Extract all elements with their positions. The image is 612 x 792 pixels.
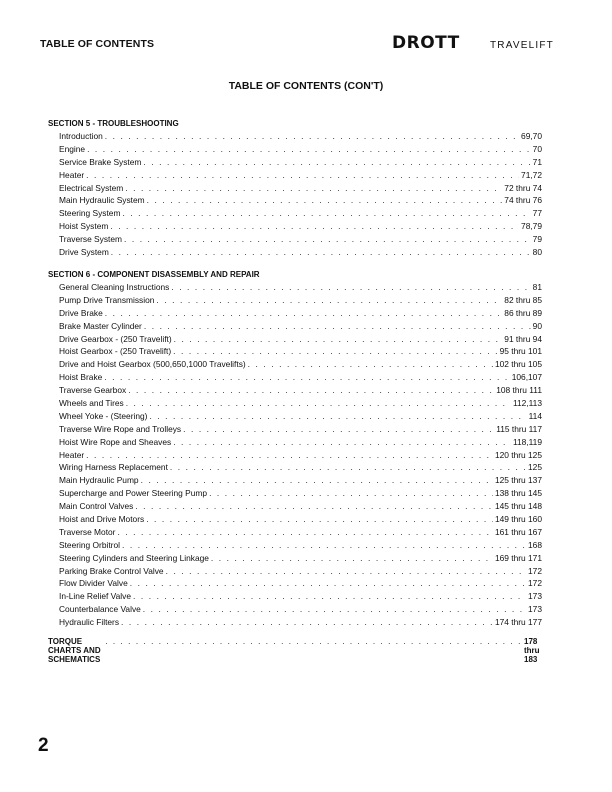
dot-leader	[104, 371, 509, 384]
dot-leader	[105, 637, 522, 646]
entry-pages: 172	[528, 578, 542, 589]
page-number: 2	[38, 735, 49, 756]
entry-pages: 70	[532, 143, 542, 154]
toc-entry	[59, 143, 542, 156]
entry-pages: 71	[532, 156, 542, 167]
entry-title: Supercharge and Power Steering Pump	[59, 488, 208, 499]
dot-leader	[146, 513, 493, 526]
header-section-title: TABLE OF CONTENTS	[40, 38, 155, 50]
toc-entry	[59, 169, 542, 182]
toc-entry	[59, 233, 542, 246]
toc-entry	[59, 410, 542, 423]
entry-pages: 80	[532, 247, 542, 258]
toc-entry	[59, 358, 542, 371]
toc-entry	[59, 371, 542, 384]
toc-entry	[59, 182, 542, 195]
entry-title: Pump Drive Transmission	[59, 294, 155, 305]
entry-title: Steering System	[59, 208, 121, 219]
entry-title: Traverse System	[59, 234, 122, 245]
entry-title: Drive Gearbox - (250 Travelift)	[59, 333, 172, 344]
dot-leader	[149, 410, 526, 423]
entry-title: Hoist Gearbox - (250 Travelift)	[59, 346, 172, 357]
entry-pages: 95 thru 101	[499, 346, 542, 357]
dot-leader	[183, 423, 494, 436]
toc-entry	[59, 513, 542, 526]
entry-title: Brake Master Cylinder	[59, 320, 142, 331]
entry-title: Counterbalance Valve	[59, 604, 141, 615]
entry-title: TORQUE CHARTS AND SCHEMATICS	[48, 637, 101, 664]
dot-leader	[124, 233, 531, 246]
entry-title: Introduction	[59, 131, 103, 141]
entry-title: Wheels and Tires	[59, 398, 124, 409]
entry-pages: 149 thru 160	[494, 514, 542, 525]
toc-entry	[59, 474, 542, 487]
dot-leader	[130, 577, 526, 590]
entry-title: Traverse Gearbox	[59, 385, 127, 396]
toc-entry	[59, 449, 542, 462]
dot-leader	[135, 500, 493, 513]
entry-pages: 74 thru 76	[504, 195, 542, 206]
entry-pages: 81	[532, 282, 542, 292]
dot-leader	[209, 487, 493, 500]
entry-pages: 108 thru 111	[496, 385, 542, 396]
dot-leader	[105, 307, 503, 320]
section-6-entries	[48, 281, 542, 629]
dot-leader	[174, 333, 503, 346]
dot-leader	[86, 169, 519, 182]
toc-entry	[59, 565, 542, 578]
toc-entry	[59, 156, 542, 169]
toc-entry	[59, 461, 542, 474]
entry-pages: 120 thru 125	[494, 449, 542, 460]
entry-title: General Cleaning Instructions	[59, 282, 170, 292]
toc-entry	[59, 307, 542, 320]
toc-entry	[59, 194, 542, 207]
toc-entry	[59, 577, 542, 590]
dot-leader	[171, 281, 530, 294]
entry-title: Heater	[59, 449, 85, 460]
toc-entry	[59, 246, 542, 259]
dot-leader	[143, 603, 526, 616]
toc-entry	[59, 552, 542, 565]
entry-pages: 172	[528, 565, 542, 576]
dot-leader	[111, 246, 531, 259]
toc-entry	[59, 320, 542, 333]
toc-entry	[59, 616, 542, 629]
dot-leader	[141, 474, 493, 487]
entry-pages: 77	[532, 208, 542, 219]
toc-entry	[59, 487, 542, 500]
toc-entry	[59, 220, 542, 233]
entry-title: Engine	[59, 143, 86, 154]
entry-pages: 173	[528, 604, 542, 615]
entry-title: Wheel Yoke - (Steering)	[59, 410, 148, 421]
dot-leader	[105, 130, 519, 143]
dot-leader	[122, 207, 530, 220]
toc-entry	[59, 603, 542, 616]
dot-leader	[125, 182, 502, 195]
dot-leader	[248, 358, 493, 371]
dot-leader	[110, 220, 519, 233]
entry-pages: 174 thru 177	[494, 617, 542, 628]
entry-title: In-Line Relief Valve	[59, 591, 132, 602]
entry-pages: 115 thru 117	[496, 423, 542, 434]
toc-entry	[59, 207, 542, 220]
entry-pages: 161 thru 167	[494, 526, 542, 537]
entry-title: Drive System	[59, 247, 109, 258]
entry-pages: 114	[528, 410, 542, 421]
entry-pages: 125	[528, 462, 542, 473]
entry-pages: 178 thru 183	[524, 637, 540, 664]
entry-pages: 145 thru 148	[494, 501, 542, 512]
entry-title: Main Hydraulic Pump	[59, 475, 139, 486]
entry-pages: 173	[528, 591, 542, 602]
toc-entry	[59, 397, 542, 410]
dot-leader	[122, 539, 526, 552]
entry-pages: 90	[532, 320, 542, 331]
dot-leader	[166, 565, 526, 578]
dot-leader	[173, 436, 511, 449]
entry-title: Hydraulic Filters	[59, 617, 120, 628]
entry-title: Hoist and Drive Motors	[59, 514, 145, 525]
section-heading: SECTION 6 - COMPONENT DISASSEMBLY AND REPAIR	[48, 270, 260, 279]
brand-logo: DROTT	[392, 33, 460, 53]
toc-entry	[59, 294, 542, 307]
entry-title: Heater	[59, 169, 85, 180]
toc-entry	[59, 384, 542, 397]
brand-subtitle: TRAVELIFT	[490, 40, 554, 51]
entry-title: Steering Cylinders and Steering Linkage	[59, 552, 209, 563]
entry-pages: 72 thru 74	[504, 182, 542, 193]
section-5-entries	[48, 130, 542, 259]
toc-entry	[59, 333, 542, 346]
entry-title: Electrical System	[59, 182, 124, 193]
entry-title: Hoist Wire Rope and Sheaves	[59, 436, 172, 447]
dot-leader	[117, 526, 492, 539]
toc-entry	[59, 281, 542, 294]
section-6	[48, 269, 542, 629]
entry-title: Drive Brake	[59, 307, 103, 318]
entry-pages: 69,70	[521, 131, 542, 141]
torque-charts-entry	[48, 637, 542, 664]
entry-title: Parking Brake Control Valve	[59, 565, 164, 576]
entry-title: Traverse Wire Rope and Trolleys	[59, 423, 182, 434]
dot-leader	[121, 616, 493, 629]
dot-leader	[128, 384, 494, 397]
entry-pages: 168	[528, 539, 542, 550]
toc-entry	[59, 539, 542, 552]
dot-leader	[87, 143, 531, 156]
toc-entry	[59, 130, 542, 143]
page-title: TABLE OF CONTENTS (CON'T)	[228, 80, 384, 92]
dot-leader	[211, 552, 493, 565]
entry-title: Main Control Valves	[59, 501, 134, 512]
dot-leader	[126, 397, 511, 410]
entry-pages: 79	[532, 234, 542, 245]
dot-leader	[173, 345, 497, 358]
dot-leader	[133, 590, 526, 603]
entry-pages: 86 thru 89	[504, 307, 542, 318]
dot-leader	[143, 156, 530, 169]
entry-title: Service Brake System	[59, 156, 142, 167]
entry-title: Steering Orbitrol	[59, 539, 120, 550]
dot-leader	[144, 320, 531, 333]
toc-entry	[59, 500, 542, 513]
entry-pages: 91 thru 94	[504, 333, 542, 344]
toc-entry	[59, 436, 542, 449]
dot-leader	[170, 461, 526, 474]
entry-title: Traverse Motor	[59, 526, 116, 537]
entry-title: Main Hydraulic System	[59, 195, 145, 206]
section-heading: SECTION 5 - TROUBLESHOOTING	[48, 119, 179, 128]
entry-pages: 138 thru 145	[494, 488, 542, 499]
toc-entry	[59, 526, 542, 539]
entry-pages: 169 thru 171	[494, 552, 542, 563]
entry-pages: 78,79	[521, 221, 542, 232]
dot-leader	[156, 294, 502, 307]
entry-title: Wiring Harness Replacement	[59, 462, 168, 473]
entry-title: Hoist Brake	[59, 372, 103, 383]
dot-leader	[147, 194, 503, 207]
toc-entry	[59, 423, 542, 436]
entry-pages: 106,107	[511, 372, 542, 383]
entry-title: Flow Divider Valve	[59, 578, 128, 589]
toc-entry	[59, 590, 542, 603]
entry-pages: 82 thru 85	[504, 294, 542, 305]
entry-title: Hoist System	[59, 221, 109, 232]
entry-pages: 71,72	[521, 169, 542, 180]
toc-entry	[59, 345, 542, 358]
entry-pages: 125 thru 137	[494, 475, 542, 486]
section-5	[48, 118, 542, 259]
entry-pages: 102 thru 105	[494, 359, 542, 370]
dot-leader	[86, 449, 493, 462]
entry-title: Drive and Hoist Gearbox (500,650,1000 Travelifts)	[59, 359, 246, 370]
entry-pages: 118,119	[512, 436, 542, 447]
entry-pages: 112,113	[512, 398, 542, 409]
